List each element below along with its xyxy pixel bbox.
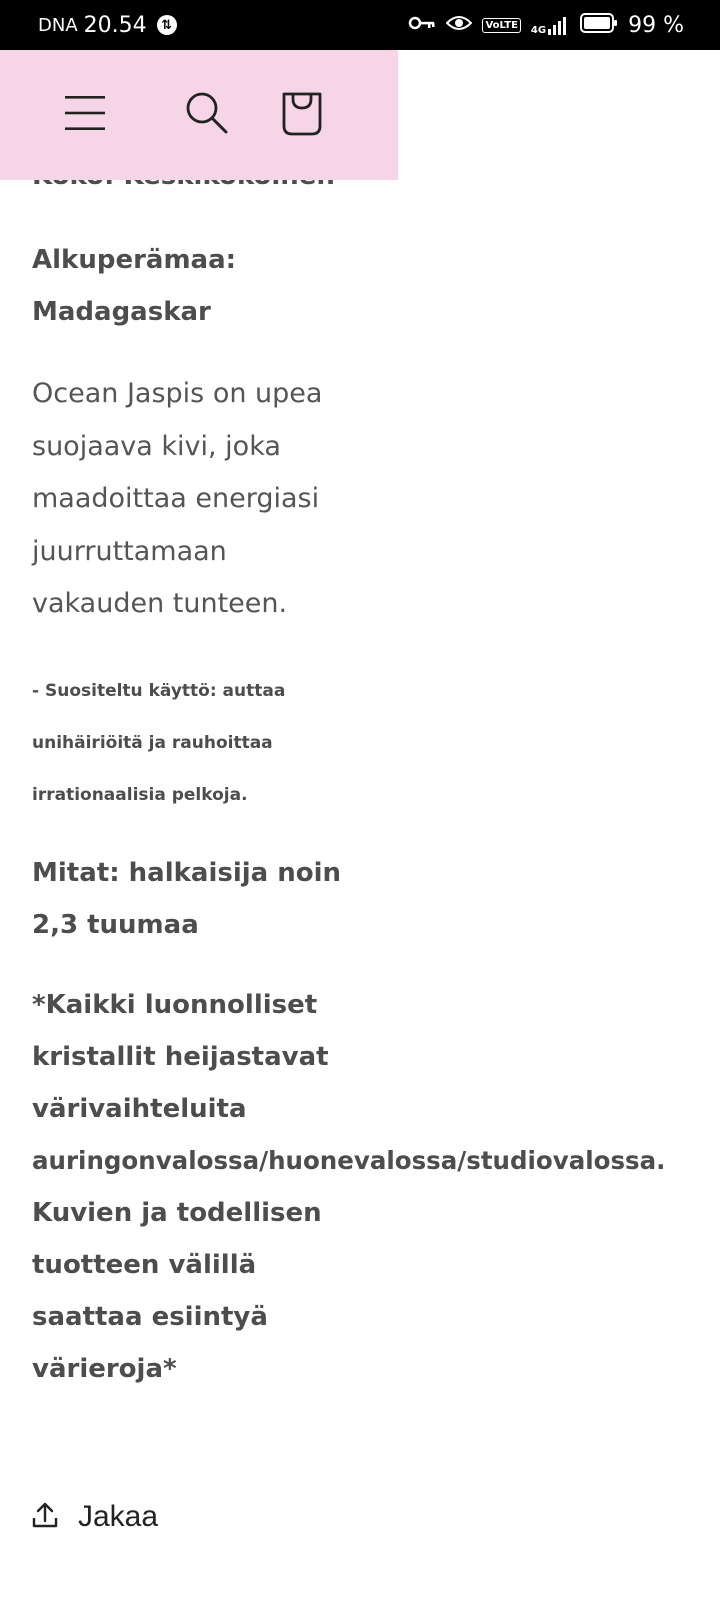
- usage-line: unihäiriöitä ja rauhoittaa: [32, 732, 273, 753]
- dimensions-line: 2,3 tuumaa: [32, 909, 199, 940]
- disclaimer-line: *Kaikki luonnolliset: [32, 989, 318, 1020]
- usage-line: - Suositeltu käyttö: auttaa: [32, 680, 286, 701]
- cart-icon: [280, 90, 324, 140]
- disclaimer-line: värivaihteluita: [32, 1093, 247, 1124]
- share-button[interactable]: [32, 1500, 158, 1534]
- origin-value: Madagaskar: [32, 297, 211, 327]
- description-line: suojaava kivi, joka: [32, 430, 281, 462]
- description-line: maadoittaa energiasi: [32, 483, 320, 514]
- disclaimer-line: auringonvalossa/huonevalossa/studiovalossa.: [32, 1145, 666, 1175]
- key-icon: [408, 15, 436, 35]
- clock-time: 20.54: [83, 12, 147, 38]
- description-line: juurruttamaan: [32, 535, 227, 567]
- disclaimer-line: Kuvien ja todellisen: [32, 1197, 322, 1228]
- usage-line: irrationaalisia pelkoja.: [32, 784, 248, 805]
- dimensions-line: Mitat: halkaisija noin: [32, 857, 342, 888]
- search-button[interactable]: [180, 88, 234, 142]
- disclaimer-line: värieroja*: [32, 1353, 177, 1384]
- sync-icon: ⇅: [157, 15, 177, 35]
- disclaimer-line: saattaa esiintyä: [32, 1301, 268, 1332]
- origin-label: Alkuperämaa:: [32, 245, 237, 275]
- product-description: [32, 150, 712, 1395]
- disclaimer-line: kristallit heijastavat: [32, 1041, 329, 1072]
- eye-icon: [446, 14, 472, 36]
- search-icon: [185, 91, 229, 139]
- site-header: [0, 50, 398, 180]
- status-bar: [0, 0, 720, 50]
- cart-button[interactable]: [275, 88, 329, 142]
- signal-icon: 4G: [531, 15, 570, 35]
- description-line: Ocean Jaspis on upea: [32, 378, 323, 409]
- volte-icon: VoLTE: [482, 18, 520, 33]
- disclaimer-line: tuotteen välillä: [32, 1249, 257, 1280]
- battery-percent: 99 %: [628, 12, 684, 38]
- menu-button[interactable]: [58, 88, 112, 142]
- share-icon: [32, 1501, 58, 1533]
- description-line: vakauden tunteen.: [32, 588, 288, 619]
- carrier-name: DNA: [38, 14, 78, 36]
- share-label: Jakaa: [78, 1500, 159, 1533]
- battery-icon: [580, 12, 618, 38]
- menu-icon: [64, 94, 106, 136]
